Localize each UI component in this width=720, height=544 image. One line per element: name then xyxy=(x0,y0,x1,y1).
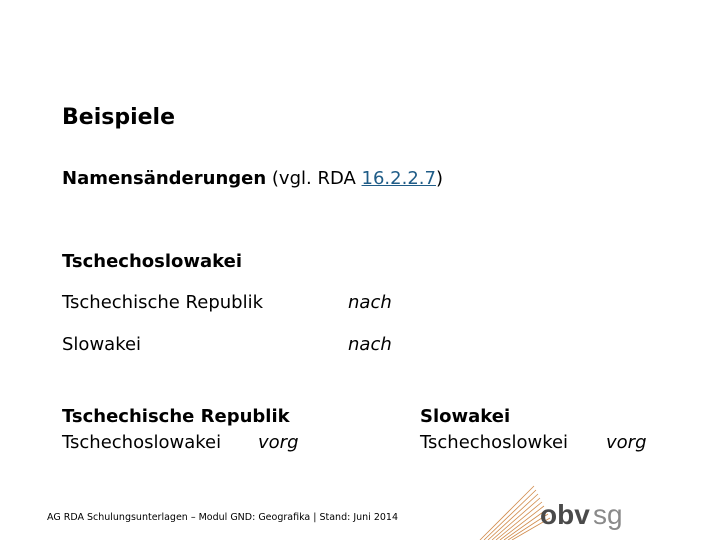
obvsg-logo xyxy=(478,484,638,540)
rda-reference-link[interactable]: 16.2.2.7 xyxy=(361,168,436,189)
row-relation: nach xyxy=(348,292,392,313)
subtitle-suffix: ) xyxy=(435,168,443,189)
logo-obv-text: obv xyxy=(540,499,590,530)
right-block-name: Tschechoslowkei xyxy=(420,432,569,453)
subtitle-prefix: (vgl. RDA xyxy=(266,168,362,189)
right-block-heading: Slowakei xyxy=(420,406,511,427)
slide-title: Beispiele xyxy=(62,105,175,130)
left-block-relation: vorg xyxy=(258,432,299,453)
heading-entry: Tschechoslowakei xyxy=(62,251,243,272)
right-block-relation: vorg xyxy=(606,432,647,453)
footer-text: AG RDA Schulungsunterlagen – Modul GND: Geografika | Stand: Juni 2014 xyxy=(47,512,399,523)
row-name: Slowakei xyxy=(62,334,142,355)
slide-subtitle xyxy=(62,168,443,189)
subtitle-bold: Namensänderungen xyxy=(62,168,267,189)
row-relation: nach xyxy=(348,334,392,355)
left-block-heading: Tschechische Republik xyxy=(62,406,290,427)
logo-sg-text: sg xyxy=(593,499,623,530)
left-block-name: Tschechoslowakei xyxy=(62,432,222,453)
row-name: Tschechische Republik xyxy=(62,292,264,313)
